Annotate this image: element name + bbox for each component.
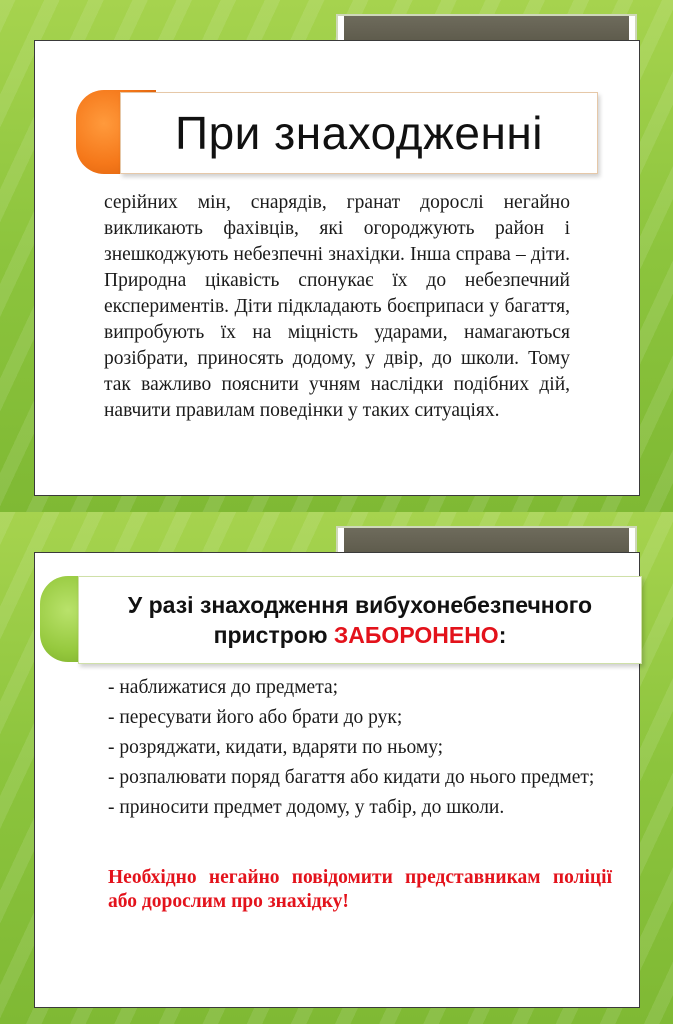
slide-title bbox=[128, 590, 592, 650]
title-line-1: У разі знаходження вибухонебезпечного bbox=[127, 592, 593, 618]
forbidden-actions-list bbox=[108, 676, 612, 828]
slide-2 bbox=[0, 512, 673, 1024]
title-line-2-suffix: : bbox=[498, 622, 507, 648]
list-item: - наближатися до предмета; bbox=[108, 677, 339, 698]
title-line-2 bbox=[128, 620, 592, 650]
slide-title: При знаходженні bbox=[175, 107, 543, 159]
title-forbidden-word: ЗАБОРОНЕНО bbox=[333, 622, 499, 648]
title-line-2-prefix: пристрою bbox=[213, 622, 334, 648]
title-box bbox=[120, 92, 598, 174]
title-box bbox=[78, 576, 642, 664]
list-item: - розряджати, кидати, вдаряти по ньому; bbox=[108, 737, 444, 758]
warning-text: Необхідно негайно повідомити представникам поліції або дорослим про знахідку! bbox=[108, 867, 612, 912]
list-item: - розпалювати поряд багаття або кидати до нього предмет; bbox=[108, 767, 595, 788]
list-item: - приносити предмет додому, у табір, до школи. bbox=[108, 797, 505, 818]
body-paragraph: серійних мін, снарядів, гранат дорослі негайно викликають фахівців, які огороджують район і знешкоджують небезпечні знахідки. Інша справа – діти. Природна цікавість спонукає їх до небезпечний експериментів. Діти підкладають боєприпаси у багаття, випробують їх на міцність ударами, намагаються розібрати, приносять додому, у двір, до школи. Тому так важливо пояснити учням наслідки подібних дій, навчити правилам поведінки у таких ситуаціях. bbox=[104, 192, 570, 421]
list-item: - пересувати його або брати до рук; bbox=[108, 707, 403, 728]
